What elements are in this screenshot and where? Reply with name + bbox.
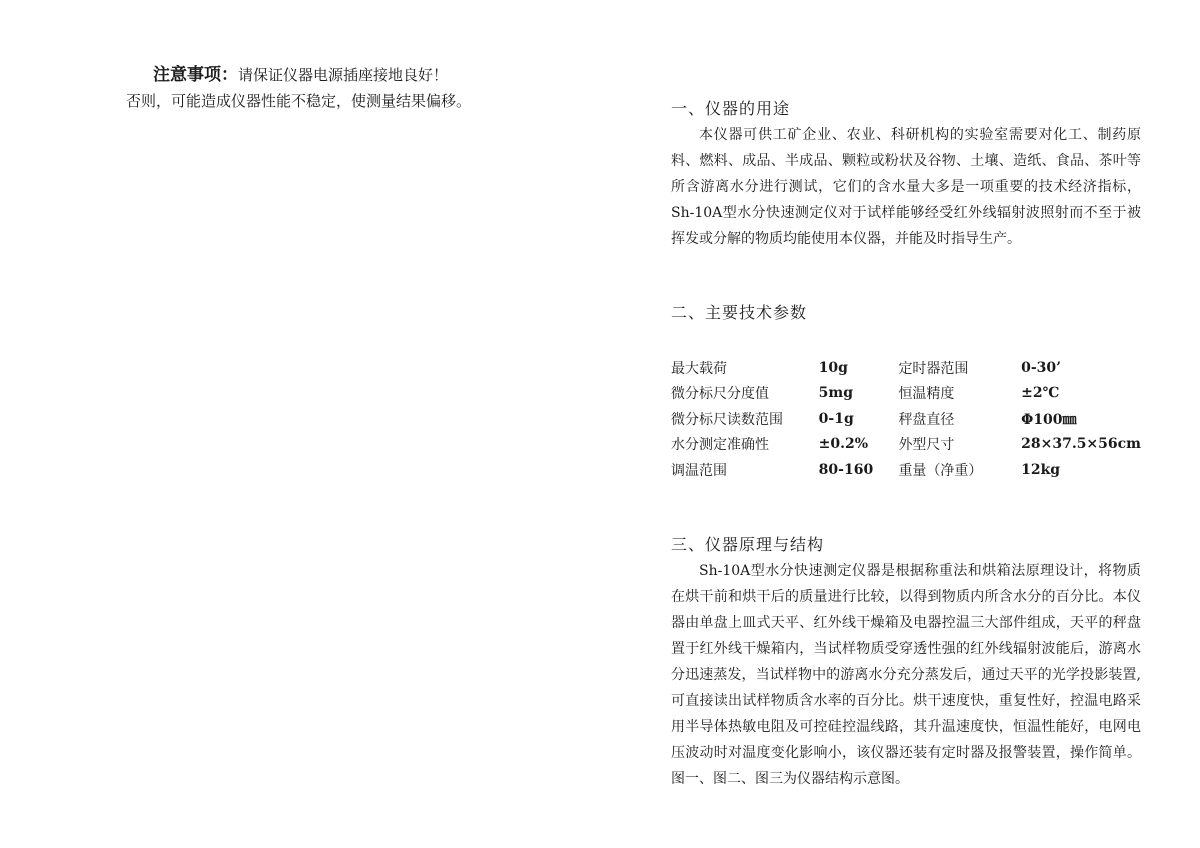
notice-line-2: 否则，可能造成仪器性能不稳定，使测量结果偏移。	[126, 92, 472, 110]
param-value: 0-30’	[1021, 359, 1062, 376]
param-label: 调温范围	[671, 462, 727, 479]
param-value: ±2℃	[1021, 385, 1060, 402]
table-row	[671, 381, 1141, 407]
notice-line-1	[126, 62, 546, 88]
param-value: Φ100㎜	[1021, 411, 1077, 428]
param-label: 秤盘直径	[898, 411, 955, 428]
table-row	[671, 457, 1141, 483]
section-body-principle: Sh-10A型水分快速测定仪器是根据称重法和烘箱法原理设计，将物质在烘干前和烘干后的质量进行比较，以得到物质内所含水分的百分比。本仪器由单盘上皿式天平、红外线干燥箱及电器控温三大部件组成，天平的秤盘置于红外线干燥箱内，当试样物质受穿透性强的红外线辐射波能后，游离水分迅速蒸发，当试样物中的游离水分充分蒸发后，通过天平的光学投影装置,可直接读出试样物质含水率的百分比。烘干速度快，重复性好，控温电路采用半导体热敏电阻及可控硅控温线路，其升温速度快，恒温性能好，电网电压波动时对温度变化影响小，该仪器还装有定时器及报警装置，操作简单。图一、图二、图三为仪器结构示意图。	[671, 563, 1141, 787]
param-value: 10g	[818, 359, 848, 376]
param-value: 0-1g	[818, 410, 854, 427]
table-row	[671, 406, 1141, 432]
param-label: 最大载荷	[671, 360, 727, 377]
param-value: ±0.2%	[818, 436, 869, 453]
section-body-purpose: 本仪器可供工矿企业、农业、科研机构的实验室需要对化工、制药原料、燃料、成品、半成品、颗粒或粉状及谷物、土壤、造纸、食品、茶叶等所含游离水分进行测试，它们的含水量大多是一项重要的技术经济指标，Sh-10A型水分快速测定仪对于试样能够经受红外线辐射波照射而不至于被挥发或分解的物质均能使用本仪器，并能及时指导生产。	[671, 127, 1141, 247]
section-title-parameters: 二、主要技术参数	[671, 303, 808, 322]
section-title-principle: 三、仪器原理与结构	[671, 535, 825, 554]
param-value: 5mg	[818, 385, 854, 402]
param-label: 恒温精度	[898, 386, 955, 403]
section-title-purpose: 一、仪器的用途	[671, 99, 791, 118]
param-label: 重量（净重）	[898, 462, 983, 479]
param-label: 定时器范围	[898, 360, 969, 377]
table-row	[671, 355, 1141, 381]
notice-heading: 注意事项：	[153, 65, 238, 85]
parameters-table	[671, 355, 1141, 483]
param-value: 80-160	[818, 461, 874, 478]
section-purpose	[671, 96, 1141, 252]
notice-text-1: 请保证仪器电源插座接地良好！	[238, 66, 449, 84]
section-parameters	[671, 300, 807, 326]
table-row	[671, 432, 1141, 458]
param-label: 外型尺寸	[898, 437, 955, 454]
param-value: 12kg	[1021, 461, 1061, 478]
safety-notice	[126, 62, 546, 114]
param-label: 微分标尺读数范围	[671, 411, 783, 428]
param-value: 28×37.5×56cm	[1021, 436, 1141, 453]
section-principle	[671, 532, 1141, 792]
param-label: 水分测定准确性	[671, 437, 769, 454]
param-label: 微分标尺分度值	[671, 386, 769, 403]
